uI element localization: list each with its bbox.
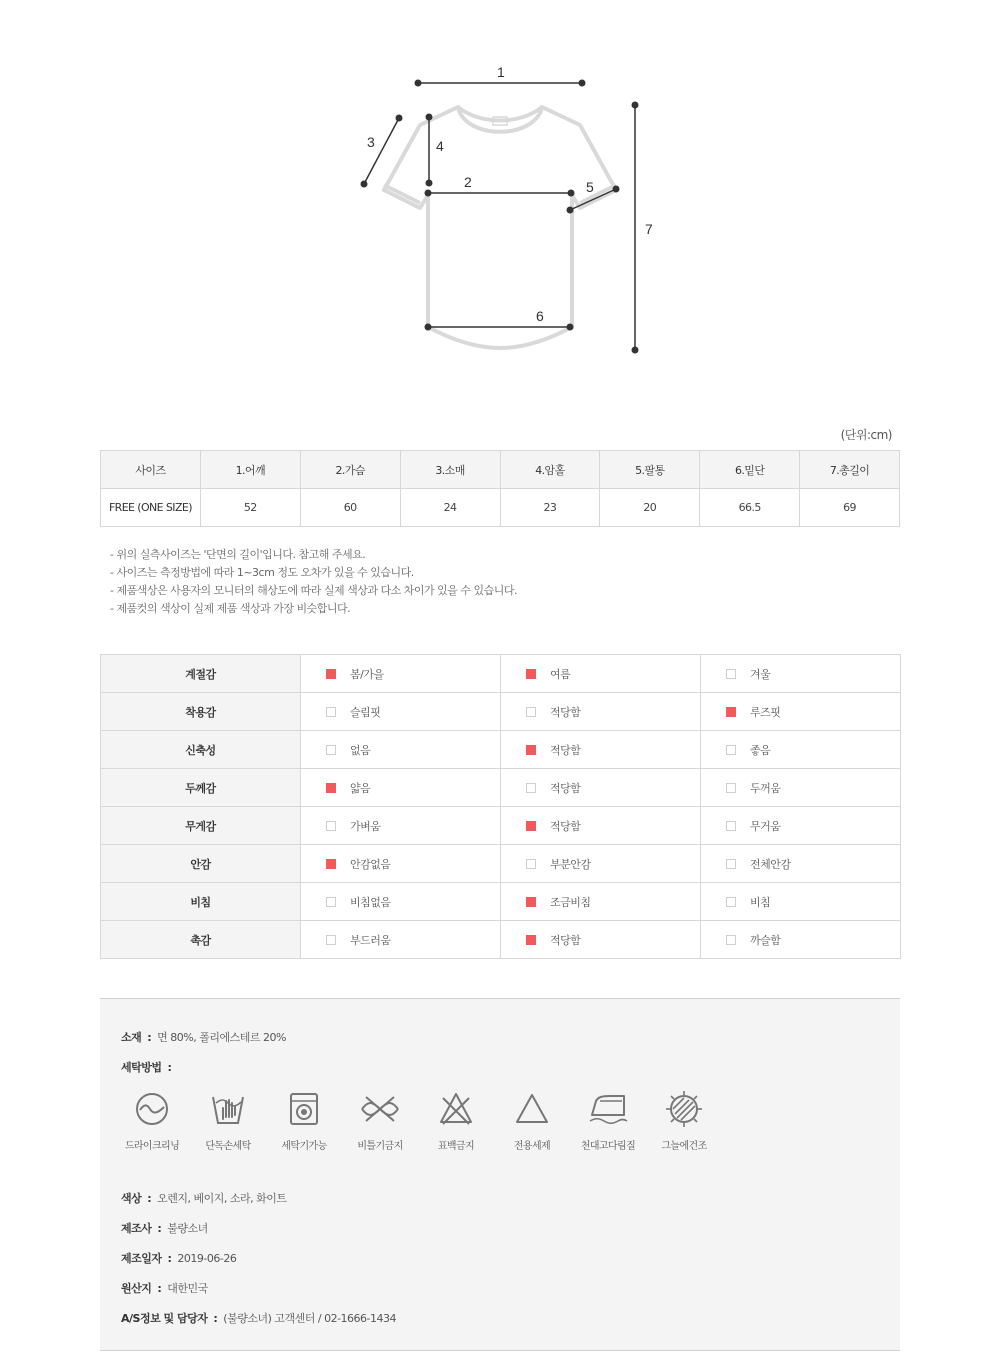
attribute-option-label: 조금비침 <box>550 895 591 909</box>
diagram-label-7: 7 <box>645 221 653 237</box>
attribute-option <box>301 731 501 769</box>
attribute-option <box>701 807 901 845</box>
measurement-cell: 23 <box>500 489 600 527</box>
checked-box-icon <box>726 707 736 717</box>
shade-dry-icon <box>664 1089 704 1129</box>
attribute-option <box>701 845 901 883</box>
unchecked-box-icon <box>326 935 336 945</box>
attribute-row <box>101 769 901 807</box>
size-table-header <box>101 451 900 489</box>
header-cell: 6.밑단 <box>700 451 800 489</box>
care-label: 세탁기가능 <box>281 1141 327 1152</box>
attribute-option <box>301 769 501 807</box>
attribute-option <box>501 883 701 921</box>
care-label: 표백금지 <box>437 1141 475 1152</box>
table-row <box>101 489 900 527</box>
material-value: 면 80%, 폴리에스테르 20% <box>157 1031 286 1044</box>
attribute-option <box>701 769 901 807</box>
measurement-cell: 69 <box>800 489 900 527</box>
attribute-option <box>501 731 701 769</box>
attribute-option-label: 없음 <box>350 743 371 757</box>
attribute-option-label: 비침 <box>750 895 771 909</box>
diagram-label-5: 5 <box>586 179 594 195</box>
size-name-cell: FREE (ONE SIZE) <box>101 489 201 527</box>
header-cell: 3.소매 <box>400 451 500 489</box>
unchecked-box-icon <box>326 897 336 907</box>
color-key: 색상 <box>121 1192 142 1205</box>
checked-box-icon <box>526 897 536 907</box>
care-item <box>342 1089 418 1152</box>
attribute-option <box>301 807 501 845</box>
dry-clean-icon <box>132 1089 172 1129</box>
attribute-row <box>101 845 901 883</box>
care-item <box>114 1089 190 1152</box>
checked-box-icon <box>326 669 336 679</box>
header-cell: 사이즈 <box>101 451 201 489</box>
attribute-option-label: 루즈핏 <box>750 705 781 719</box>
care-item <box>266 1089 342 1152</box>
hand-wash-icon <box>208 1089 248 1129</box>
unchecked-box-icon <box>726 669 736 679</box>
attribute-option <box>301 845 501 883</box>
attribute-row <box>101 655 901 693</box>
date-row: 제조일자 : 2019-06-26 <box>121 1252 237 1265</box>
origin-row: 원산지 : 대한민국 <box>121 1282 208 1295</box>
attribute-category: 신축성 <box>101 731 301 769</box>
attribute-category: 무게감 <box>101 807 301 845</box>
iron-cloth-icon <box>586 1089 630 1129</box>
attribute-category: 계절감 <box>101 655 301 693</box>
attribute-option <box>501 655 701 693</box>
attribute-option <box>501 807 701 845</box>
attribute-option <box>301 921 501 959</box>
attribute-category: 안감 <box>101 845 301 883</box>
attribute-option-label: 적당함 <box>550 781 581 795</box>
header-cell: 4.암홀 <box>500 451 600 489</box>
attribute-option-label: 가벼움 <box>350 819 381 833</box>
origin-key: 원산지 <box>121 1282 152 1295</box>
unchecked-box-icon <box>526 783 536 793</box>
attribute-option <box>301 883 501 921</box>
no-wring-icon <box>358 1089 402 1129</box>
attribute-row <box>101 731 901 769</box>
material-row: 소재 : 면 80%, 폴리에스테르 20% <box>121 1031 286 1044</box>
attribute-option <box>301 693 501 731</box>
diagram-label-4: 4 <box>436 138 444 154</box>
attribute-row <box>101 921 901 959</box>
attribute-option-label: 까슬함 <box>750 933 781 947</box>
attribute-option-label: 무거움 <box>750 819 781 833</box>
header-cell: 2.가슴 <box>300 451 400 489</box>
note-item: - 제품색상은 사용자의 모니터의 해상도에 따라 실제 색상과 다소 차이가 있을 수 있습니다. <box>110 584 517 597</box>
header-cell: 1.어깨 <box>200 451 300 489</box>
attribute-option-label: 안감없음 <box>350 857 391 871</box>
maker-key: 제조사 <box>121 1222 152 1235</box>
date-value: 2019-06-26 <box>177 1252 237 1265</box>
care-label: 전용세제 <box>513 1141 551 1152</box>
care-item <box>418 1089 494 1152</box>
attribute-option <box>501 769 701 807</box>
diagram-label-2: 2 <box>464 174 472 190</box>
maker-row: 제조사 : 불량소녀 <box>121 1222 208 1235</box>
unit-label: (단위:cm) <box>840 428 892 442</box>
color-value: 오렌지, 베이지, 소라, 화이트 <box>157 1192 287 1205</box>
care-label: 천대고다림질 <box>580 1141 636 1152</box>
attribute-category: 두께감 <box>101 769 301 807</box>
note-item: - 위의 실측사이즈는 '단면의 길이'입니다. 참고해 주세요. <box>110 548 366 561</box>
care-item <box>570 1089 646 1152</box>
as-row: A/S정보 및 담당자 : (불량소녀) 고객센터 / 02-1666-1434 <box>121 1312 396 1325</box>
measurement-cell: 52 <box>200 489 300 527</box>
care-item <box>494 1089 570 1152</box>
attribute-option-label: 여름 <box>550 667 571 681</box>
product-info-panel <box>100 998 900 1351</box>
size-table <box>100 450 900 527</box>
attribute-option-label: 두꺼움 <box>750 781 781 795</box>
measurement-cell: 20 <box>600 489 700 527</box>
unchecked-box-icon <box>326 821 336 831</box>
attribute-option-label: 적당함 <box>550 743 581 757</box>
attribute-category: 착용감 <box>101 693 301 731</box>
checked-box-icon <box>526 935 536 945</box>
checked-box-icon <box>526 669 536 679</box>
tshirt-size-diagram <box>340 55 660 365</box>
unchecked-box-icon <box>726 935 736 945</box>
unchecked-box-icon <box>726 745 736 755</box>
note-item: - 제품컷의 색상이 실제 제품 색상과 가장 비슷합니다. <box>110 602 351 615</box>
care-label: 단독손세탁 <box>205 1141 251 1152</box>
header-cell: 5.팔통 <box>600 451 700 489</box>
attribute-option <box>501 845 701 883</box>
diagram-label-6: 6 <box>536 308 544 324</box>
attribute-row <box>101 693 901 731</box>
unchecked-box-icon <box>726 897 736 907</box>
care-label: 비틀기금지 <box>357 1141 403 1152</box>
checked-box-icon <box>526 821 536 831</box>
date-key: 제조일자 <box>121 1252 162 1265</box>
as-value: (불량소녀) 고객센터 / 02-1666-1434 <box>223 1312 396 1325</box>
attribute-option-label: 얇음 <box>350 781 371 795</box>
care-label: 그늘에건조 <box>661 1141 707 1152</box>
origin-value: 대한민국 <box>167 1282 208 1295</box>
attribute-option <box>701 883 901 921</box>
diagram-label-3: 3 <box>367 134 375 150</box>
attribute-option-label: 슬림핏 <box>350 705 381 719</box>
size-notes <box>110 546 517 618</box>
attribute-option <box>701 655 901 693</box>
unchecked-box-icon <box>326 707 336 717</box>
attribute-option <box>701 693 901 731</box>
maker-value: 불량소녀 <box>167 1222 208 1235</box>
as-key: A/S정보 및 담당자 <box>121 1312 208 1325</box>
unchecked-box-icon <box>526 707 536 717</box>
attribute-category: 비침 <box>101 883 301 921</box>
attribute-option <box>501 693 701 731</box>
attribute-option-label: 전체안감 <box>750 857 791 871</box>
measurement-cell: 60 <box>300 489 400 527</box>
checked-box-icon <box>326 859 336 869</box>
unchecked-box-icon <box>526 859 536 869</box>
unchecked-box-icon <box>726 859 736 869</box>
attribute-option <box>701 921 901 959</box>
washing-machine-icon <box>284 1089 324 1129</box>
attribute-option <box>501 921 701 959</box>
special-detergent-icon <box>512 1089 552 1129</box>
care-item <box>646 1089 722 1152</box>
unchecked-box-icon <box>726 821 736 831</box>
care-label: 드라이크리닝 <box>124 1141 180 1152</box>
attribute-row <box>101 807 901 845</box>
washing-row: 세탁방법 : <box>121 1061 172 1074</box>
care-icons <box>114 1089 722 1152</box>
attribute-category: 촉감 <box>101 921 301 959</box>
attribute-row <box>101 883 901 921</box>
note-item: - 사이즈는 측정방법에 따라 1~3cm 정도 오차가 있을 수 있습니다. <box>110 566 414 579</box>
attribute-option-label: 적당함 <box>550 819 581 833</box>
checked-box-icon <box>526 745 536 755</box>
care-item <box>190 1089 266 1152</box>
attribute-option <box>701 731 901 769</box>
washing-key: 세탁방법 <box>121 1061 162 1074</box>
header-cell: 7.총길이 <box>800 451 900 489</box>
attribute-option-label: 봄/가을 <box>350 667 384 681</box>
attribute-option-label: 부분안감 <box>550 857 591 871</box>
attribute-option-label: 겨울 <box>750 667 771 681</box>
no-bleach-icon <box>436 1089 476 1129</box>
attribute-option-label: 적당함 <box>550 933 581 947</box>
attribute-option-label: 좋음 <box>750 743 771 757</box>
material-key: 소재 <box>121 1031 142 1044</box>
unchecked-box-icon <box>326 745 336 755</box>
checked-box-icon <box>326 783 336 793</box>
attribute-option-label: 부드러움 <box>350 933 391 947</box>
diagram-label-1: 1 <box>497 64 505 80</box>
attribute-option-label: 비침없음 <box>350 895 391 909</box>
unchecked-box-icon <box>726 783 736 793</box>
measurement-cell: 24 <box>400 489 500 527</box>
attribute-option-label: 적당함 <box>550 705 581 719</box>
measurement-cell: 66.5 <box>700 489 800 527</box>
attribute-option <box>301 655 501 693</box>
color-row: 색상 : 오렌지, 베이지, 소라, 화이트 <box>121 1192 287 1205</box>
product-attributes-table <box>100 654 901 959</box>
